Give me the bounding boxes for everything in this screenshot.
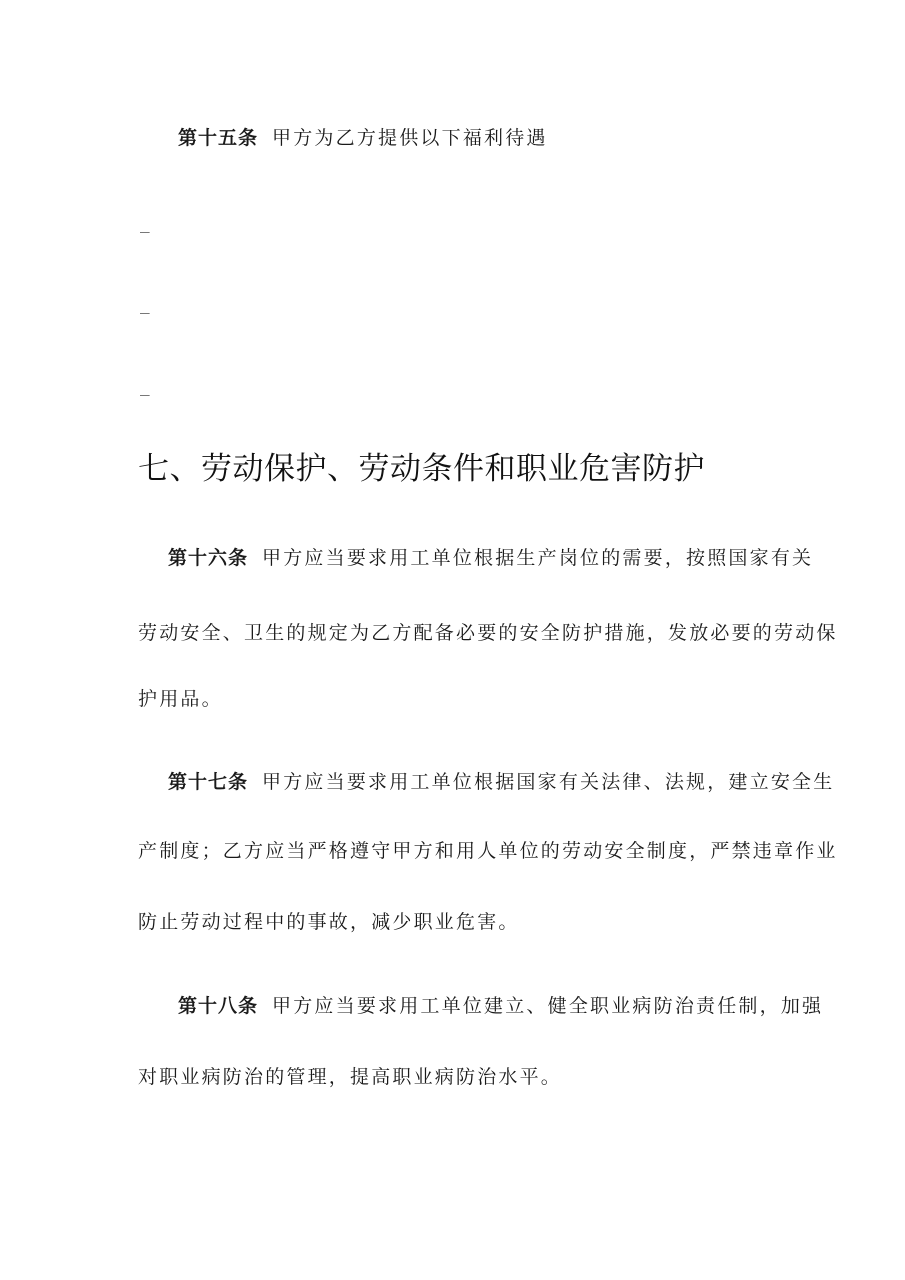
blank-line-3: _ [140, 377, 150, 396]
article-18-text-1: 甲方应当要求用工单位建立、健全职业病防治责任制，加强 [272, 995, 824, 1017]
article-17-text-1: 甲方应当要求用工单位根据国家有关法律、法规，建立安全生 [262, 771, 835, 793]
article-16-line-1 [168, 546, 813, 570]
article-15-line-1 [178, 126, 548, 150]
blank-line-1: _ [140, 214, 150, 233]
article-15-label: 第十五条 [178, 127, 259, 149]
article-17-line-2: 产制度；乙方应当严格遵守甲方和用人单位的劳动安全制度，严禁违章作业 [138, 840, 838, 862]
article-16-label: 第十六条 [168, 547, 249, 569]
article-18-line-1 [178, 994, 823, 1018]
section-7-heading: 七、劳动保护、劳动条件和职业危害防护 [138, 451, 705, 487]
article-18-line-2: 对职业病防治的管理，提高职业病防治水平。 [138, 1066, 563, 1088]
article-17-line-1 [168, 770, 834, 794]
article-15-text: 甲方为乙方提供以下福利待遇 [272, 127, 548, 149]
article-17-line-3: 防止劳动过程中的事故，减少职业危害。 [138, 911, 520, 933]
article-16-line-3: 护用品。 [138, 688, 223, 710]
article-16-line-2: 劳动安全、卫生的规定为乙方配备必要的安全防护措施，发放必要的劳动保 [138, 622, 838, 644]
article-17-label: 第十七条 [168, 771, 249, 793]
blank-line-2: _ [140, 295, 150, 314]
article-18-label: 第十八条 [178, 995, 259, 1017]
article-16-text-1: 甲方应当要求用工单位根据生产岗位的需要，按照国家有关 [262, 547, 814, 569]
